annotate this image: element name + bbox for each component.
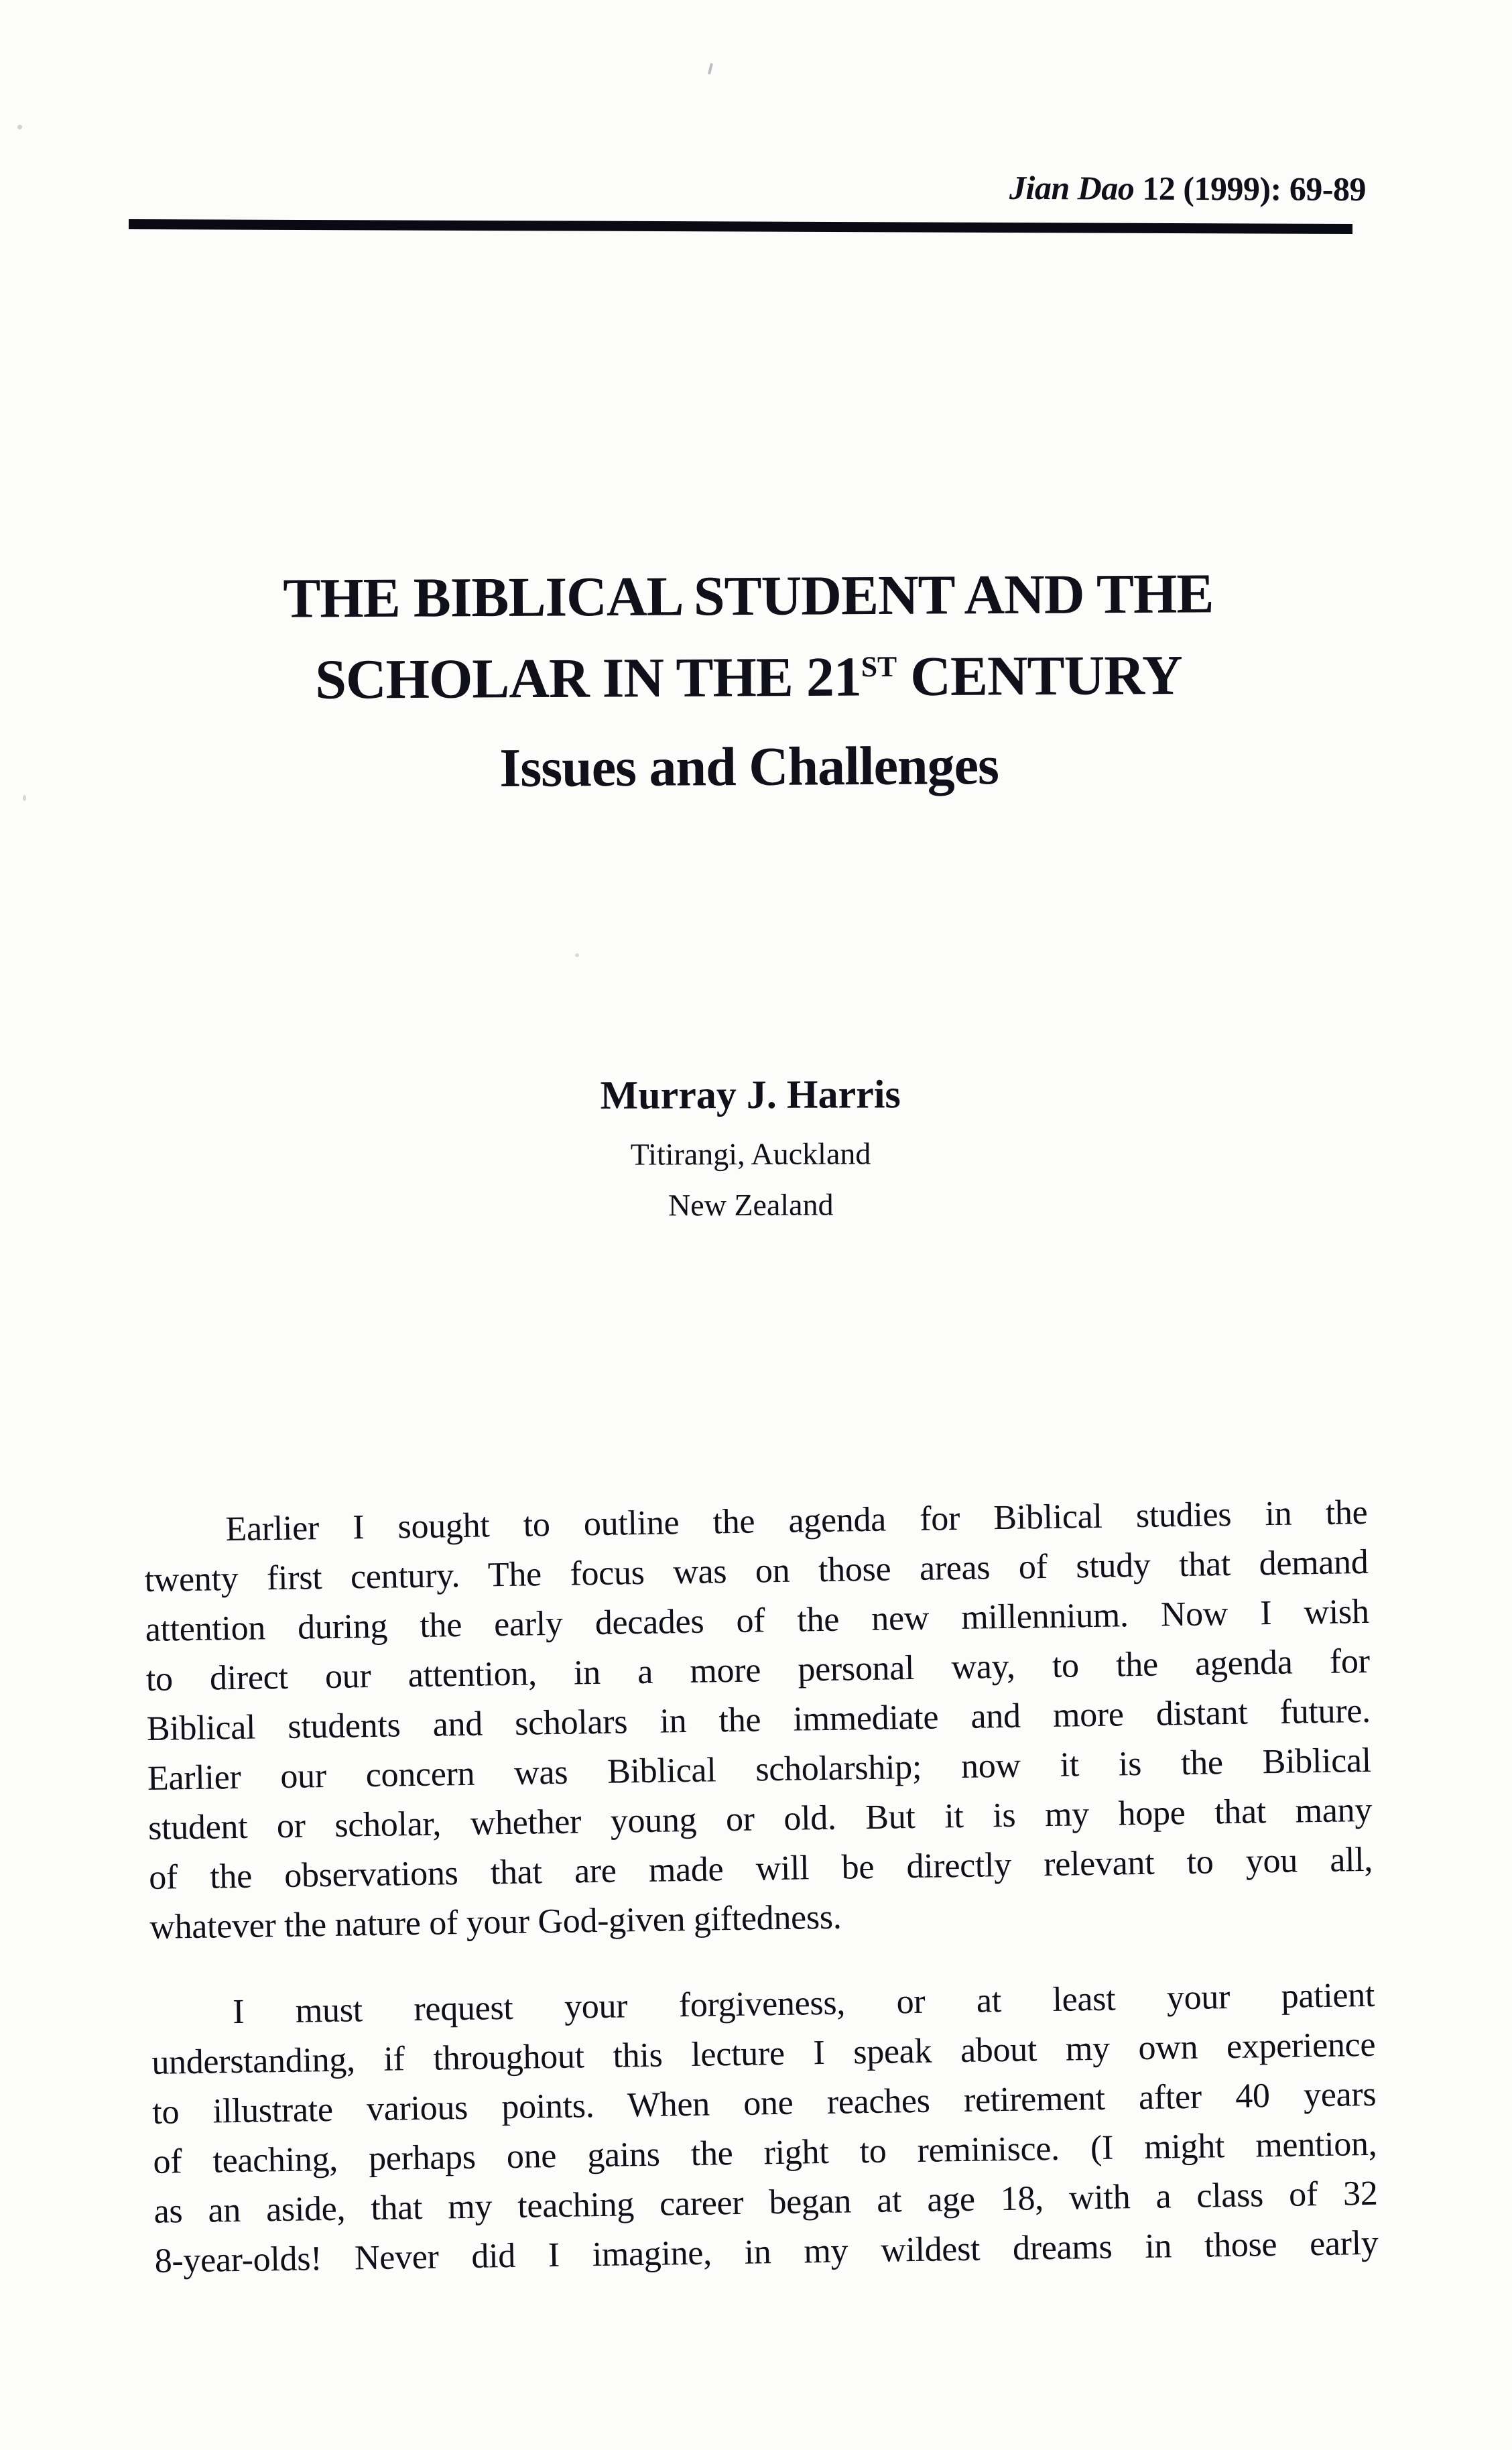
author-block [0, 1068, 1507, 1233]
text-line: Biblical students and scholars in the immediate and more distant future. [146, 1691, 1371, 1748]
author-location-country: New Zealand [668, 1187, 834, 1223]
text-line: to illustrate various points. When one reaches retirement after 40 years [151, 2075, 1377, 2132]
scan-speck [17, 125, 22, 129]
author-location-city: Titirangi, Auckland [630, 1136, 871, 1172]
century-superscript: ST [861, 650, 897, 684]
journal-name: Jian Dao [1009, 168, 1135, 207]
text-line: twenty first century. The focus was on those areas of study that demand [144, 1542, 1369, 1599]
scan-speck [23, 795, 26, 801]
text-line: understanding, if throughout this lecture I speak about my own experience [151, 2025, 1376, 2082]
text-line: student or scholar, whether young or old. But it is my hope that many [147, 1790, 1373, 1847]
title-line-1: THE BIBLICAL STUDENT AND THE [283, 562, 1214, 630]
text-line: of the observations that are made will be directly relevant to you all, [148, 1840, 1373, 1897]
paragraph-1 [143, 1488, 1374, 1953]
article-title [0, 556, 1505, 803]
journal-header [1009, 168, 1366, 208]
text-line: whatever the nature of your God-given giftedness. [149, 1898, 842, 1947]
text-line: attention during the early decades of the new millennium. Now I wish [145, 1592, 1369, 1649]
text-line: Earlier I sought to outline the agenda for Biblical studies in the [225, 1493, 1368, 1549]
scan-speck [575, 953, 579, 957]
title-line-2 [0, 628, 1505, 717]
title-line-2-main: SCHOLAR IN THE 21 [314, 646, 862, 711]
text-line: I must request your forgiveness, or at least your patient [232, 1975, 1375, 2032]
header-rule [129, 219, 1352, 234]
title-line-2-tail: CENTURY [897, 644, 1182, 709]
article-subtitle: Issues and Challenges [499, 735, 999, 799]
paragraph-2 [151, 1971, 1379, 2286]
author-name: Murray J. Harris [600, 1072, 901, 1117]
text-line: to direct our attention, in a more personal way, to the agenda for [145, 1642, 1371, 1699]
journal-citation: 12 (1999): 69-89 [1134, 169, 1367, 208]
text-line: of teaching, perhaps one gains the right to reminisce. (I might mention, [153, 2124, 1377, 2181]
text-line: 8-year-olds! Never did I imagine, in my wildest dreams in those early [154, 2223, 1379, 2280]
text-line: as an aside, that my teaching career began at age 18, with a class of 32 [153, 2174, 1378, 2231]
scan-speck [708, 63, 713, 74]
text-line: Earlier our concern was Biblical scholarship; now it is the Biblical [147, 1741, 1372, 1798]
article-body [143, 1488, 1379, 2286]
